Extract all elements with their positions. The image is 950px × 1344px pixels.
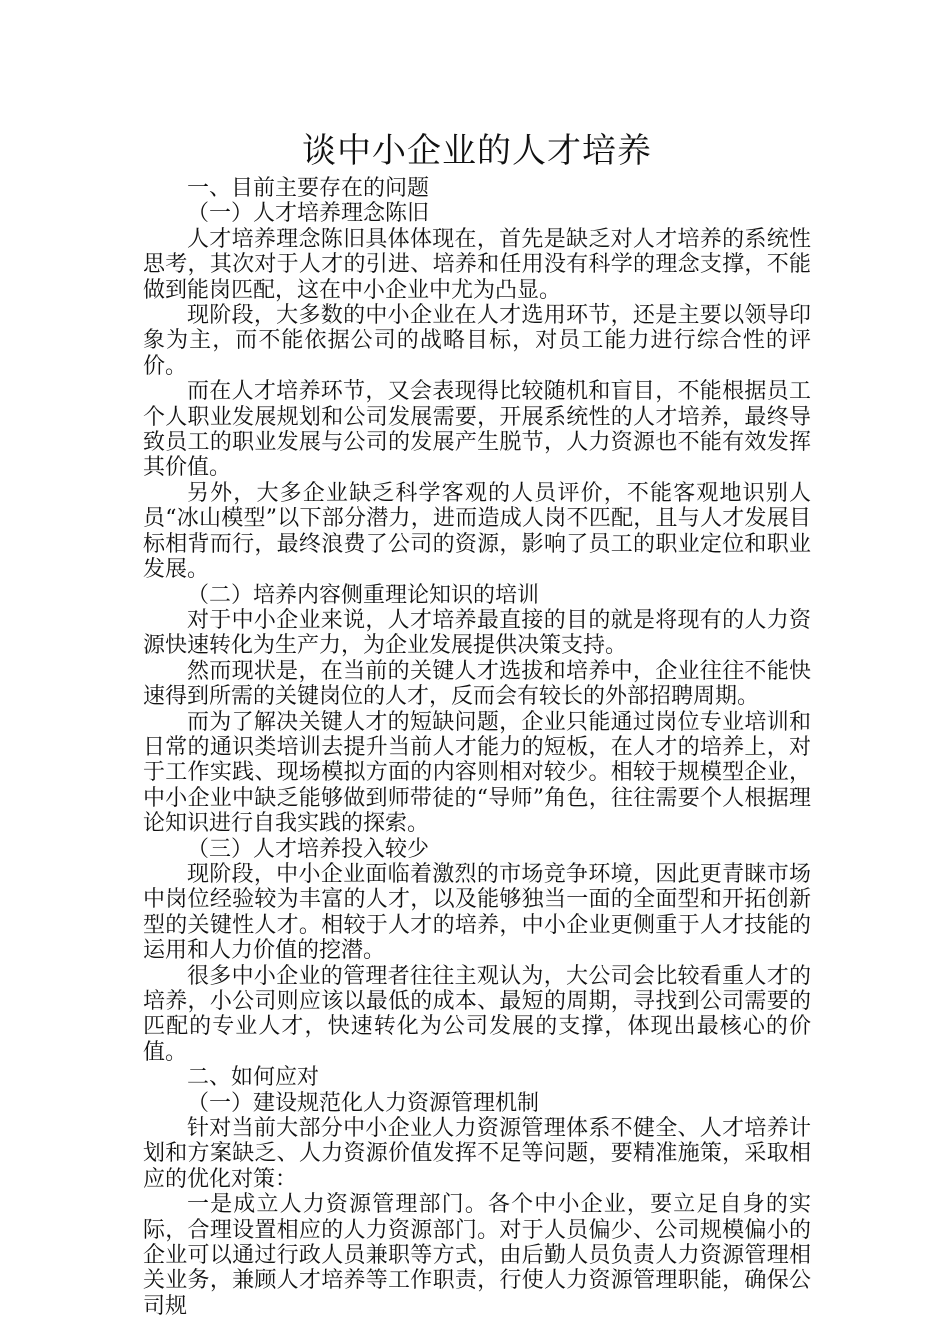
- paragraph: 而为了解决关键人才的短缺问题，企业只能通过岗位专业培训和日常的通识类培训去提升当前人才能力的短板，在人才的培养上，对于工作实践、现场模拟方面的内容则相对较少。相较于规模型企业，中小企业中缺乏能够做到师带徒的“导师”角色，往往需要个人根据理论知识进行自我实践的探索。: [143, 709, 811, 837]
- document-page: [143, 128, 811, 1319]
- paragraph: 另外，大多企业缺乏科学客观的人员评价，不能客观地识别人员“冰山模型”以下部分潜力，进而造成人岗不匹配，且与人才发展目标相背而行，最终浪费了公司的资源，影响了员工的职业定位和职业发展。: [143, 480, 811, 583]
- paragraph: 人才培养理念陈旧具体体现在，首先是缺乏对人才培养的系统性思考，其次对于人才的引进、培养和任用没有科学的理念支撑，不能做到能岗匹配，这在中小企业中尤为凸显。: [143, 226, 811, 303]
- paragraph: 针对当前大部分中小企业人力资源管理体系不健全、人才培养计划和方案缺乏、人力资源价值发挥不足等问题，要精准施策，采取相应的优化对策：: [143, 1116, 811, 1192]
- paragraph: 而在人才培养环节，又会表现得比较随机和盲目，不能根据员工个人职业发展规划和公司发展需要，开展系统性的人才培养，最终导致员工的职业发展与公司的发展产生脱节，人力资源也不能有效发挥其价值。: [143, 379, 811, 481]
- document-body: [143, 176, 811, 1319]
- paragraph: 一是成立人力资源管理部门。各个中小企业，要立足自身的实际，合理设置相应的人力资源部门。对于人员偏少、公司规模偏小的企业可以通过行政人员兼职等方式，由后勤人员负责人力资源管理相关业务，兼顾人才培养等工作职责，行使人力资源管理职能，确保公司规: [143, 1192, 811, 1319]
- subsection-heading: （一）建设规范化人力资源管理机制: [187, 1090, 540, 1116]
- paragraph: 现阶段，大多数的中小企业在人才选用环节，还是主要以领导印象为主，而不能依据公司的战略目标，对员工能力进行综合性的评价。: [143, 303, 811, 379]
- paragraph: 然而现状是，在当前的关键人才选拔和培养中，企业往往不能快速得到所需的关键岗位的人才，反而会有较长的外部招聘周期。: [143, 658, 811, 710]
- paragraph: 现阶段，中小企业面临着激烈的市场竞争环境，因此更青睐市场中岗位经验较为丰富的人才，以及能够独当一面的全面型和开拓创新型的关键性人才。相较于人才的培养，中小企业更侧重于人才技能的运用和人力价值的挖潜。: [143, 861, 811, 964]
- paragraph: 很多中小企业的管理者往往主观认为，大公司会比较看重人才的培养，小公司则应该以最低的成本、最短的周期，寻找到公司需要的匹配的专业人才，快速转化为公司发展的支撑，体现出最核心的价值。: [143, 963, 811, 1065]
- subsection-heading: （二）培养内容侧重理论知识的培训: [187, 582, 540, 608]
- document-title: 谈中小企业的人才培养: [302, 131, 652, 171]
- section-heading: 二、如何应对: [187, 1065, 320, 1091]
- subsection-heading: （三）人才培养投入较少: [187, 836, 430, 862]
- subsection-heading: （一）人才培养理念陈旧: [187, 201, 430, 227]
- section-heading: 一、目前主要存在的问题: [187, 176, 430, 201]
- paragraph: 对于中小企业来说，人才培养最直接的目的就是将现有的人力资源快速转化为生产力，为企业发展提供决策支持。: [143, 607, 811, 659]
